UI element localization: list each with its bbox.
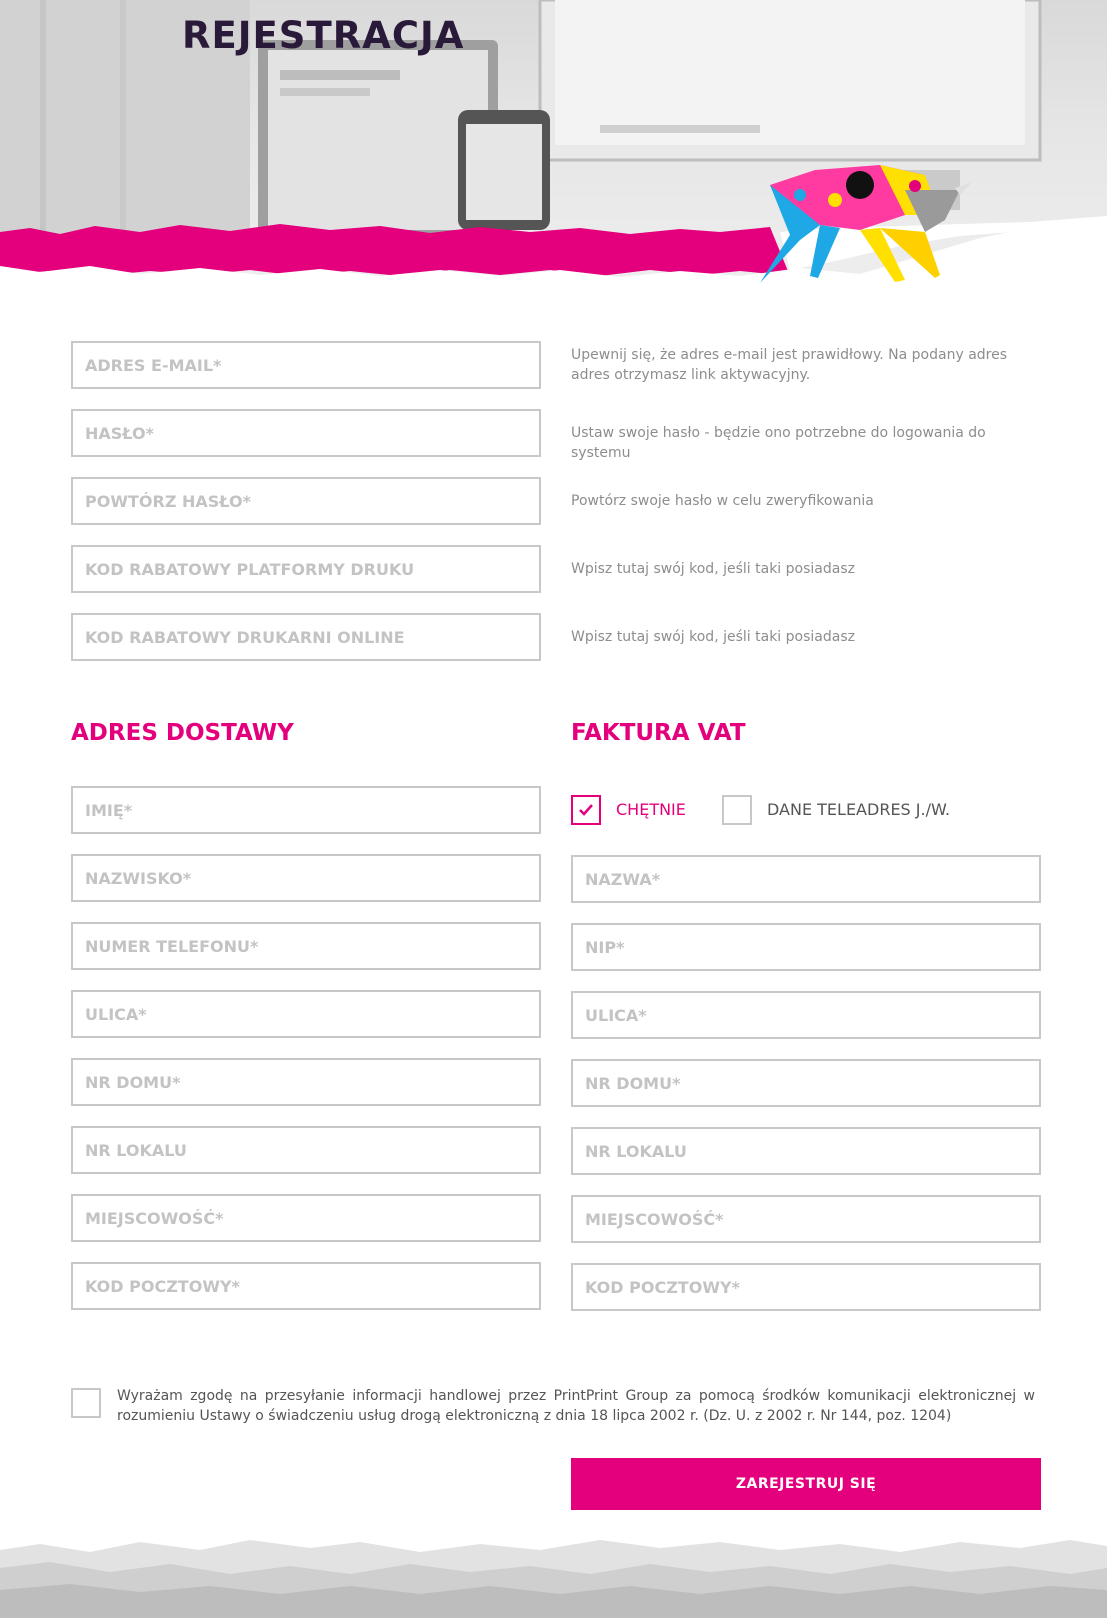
invoice-postal-code-input[interactable]	[571, 1263, 1041, 1311]
same-address-checkbox[interactable]	[722, 795, 752, 825]
platform-discount-code-hint: Wpisz tutaj swój kod, jeśli taki posiadasz	[571, 561, 855, 577]
footer-torn-edge	[0, 1528, 1107, 1618]
online-print-discount-code-hint: Wpisz tutaj swój kod, jeśli taki posiadasz	[571, 629, 855, 645]
delivery-last-name-input[interactable]	[71, 854, 541, 902]
online-print-discount-code-input[interactable]	[71, 613, 541, 661]
invoice-city-input[interactable]	[571, 1195, 1041, 1243]
invoice-apartment-number-input[interactable]	[571, 1127, 1041, 1175]
delivery-section-title: ADRES DOSTAWY	[71, 720, 294, 746]
repeat-password-hint: Powtórz swoje hasło w celu zweryfikowania	[571, 493, 874, 509]
invoice-street-input[interactable]	[571, 991, 1041, 1039]
delivery-apartment-number-input[interactable]	[71, 1126, 541, 1174]
delivery-first-name-input[interactable]	[71, 786, 541, 834]
delivery-house-number-input[interactable]	[71, 1058, 541, 1106]
password-input[interactable]	[71, 409, 541, 457]
password-hint: Ustaw swoje hasło - będzie ono potrzebne do logowania do systemu	[571, 425, 986, 461]
hero-banner	[0, 0, 1107, 300]
invoice-nip-input[interactable]	[571, 923, 1041, 971]
repeat-password-input[interactable]	[71, 477, 541, 525]
checkmark-icon	[577, 801, 595, 819]
delivery-phone-input[interactable]	[71, 922, 541, 970]
email-input[interactable]	[71, 341, 541, 389]
invoice-section-title: FAKTURA VAT	[571, 720, 746, 746]
page-title: REJESTRACJA	[182, 14, 465, 57]
invoice-yes-checkbox[interactable]	[571, 795, 601, 825]
hero-background-illustration	[0, 0, 1107, 300]
invoice-house-number-input[interactable]	[571, 1059, 1041, 1107]
delivery-postal-code-input[interactable]	[71, 1262, 541, 1310]
invoice-company-name-input[interactable]	[571, 855, 1041, 903]
platform-discount-code-input[interactable]	[71, 545, 541, 593]
marketing-consent-text: Wyrażam zgodę na przesyłanie informacji handlowej przez PrintPrint Group za pomocą środków komunikacji elektronicznej w rozumieniu Ustawy o świadczeniu usług drogą elektroniczną z dnia 18 lipca 2002 r. (Dz. U. z 2002 r. Nr 144, poz. 1204)	[117, 1388, 1035, 1424]
same-address-label[interactable]: DANE TELEADRES J./W.	[767, 800, 951, 819]
invoice-yes-label[interactable]: CHĘTNIE	[616, 800, 686, 819]
delivery-street-input[interactable]	[71, 990, 541, 1038]
delivery-city-input[interactable]	[71, 1194, 541, 1242]
register-button[interactable]: ZAREJESTRUJ SIĘ	[571, 1458, 1041, 1510]
email-hint: Upewnij się, że adres e-mail jest prawidłowy. Na podany adres adres otrzymasz link aktywacyjny.	[571, 347, 1008, 383]
marketing-consent-checkbox[interactable]	[71, 1388, 101, 1418]
